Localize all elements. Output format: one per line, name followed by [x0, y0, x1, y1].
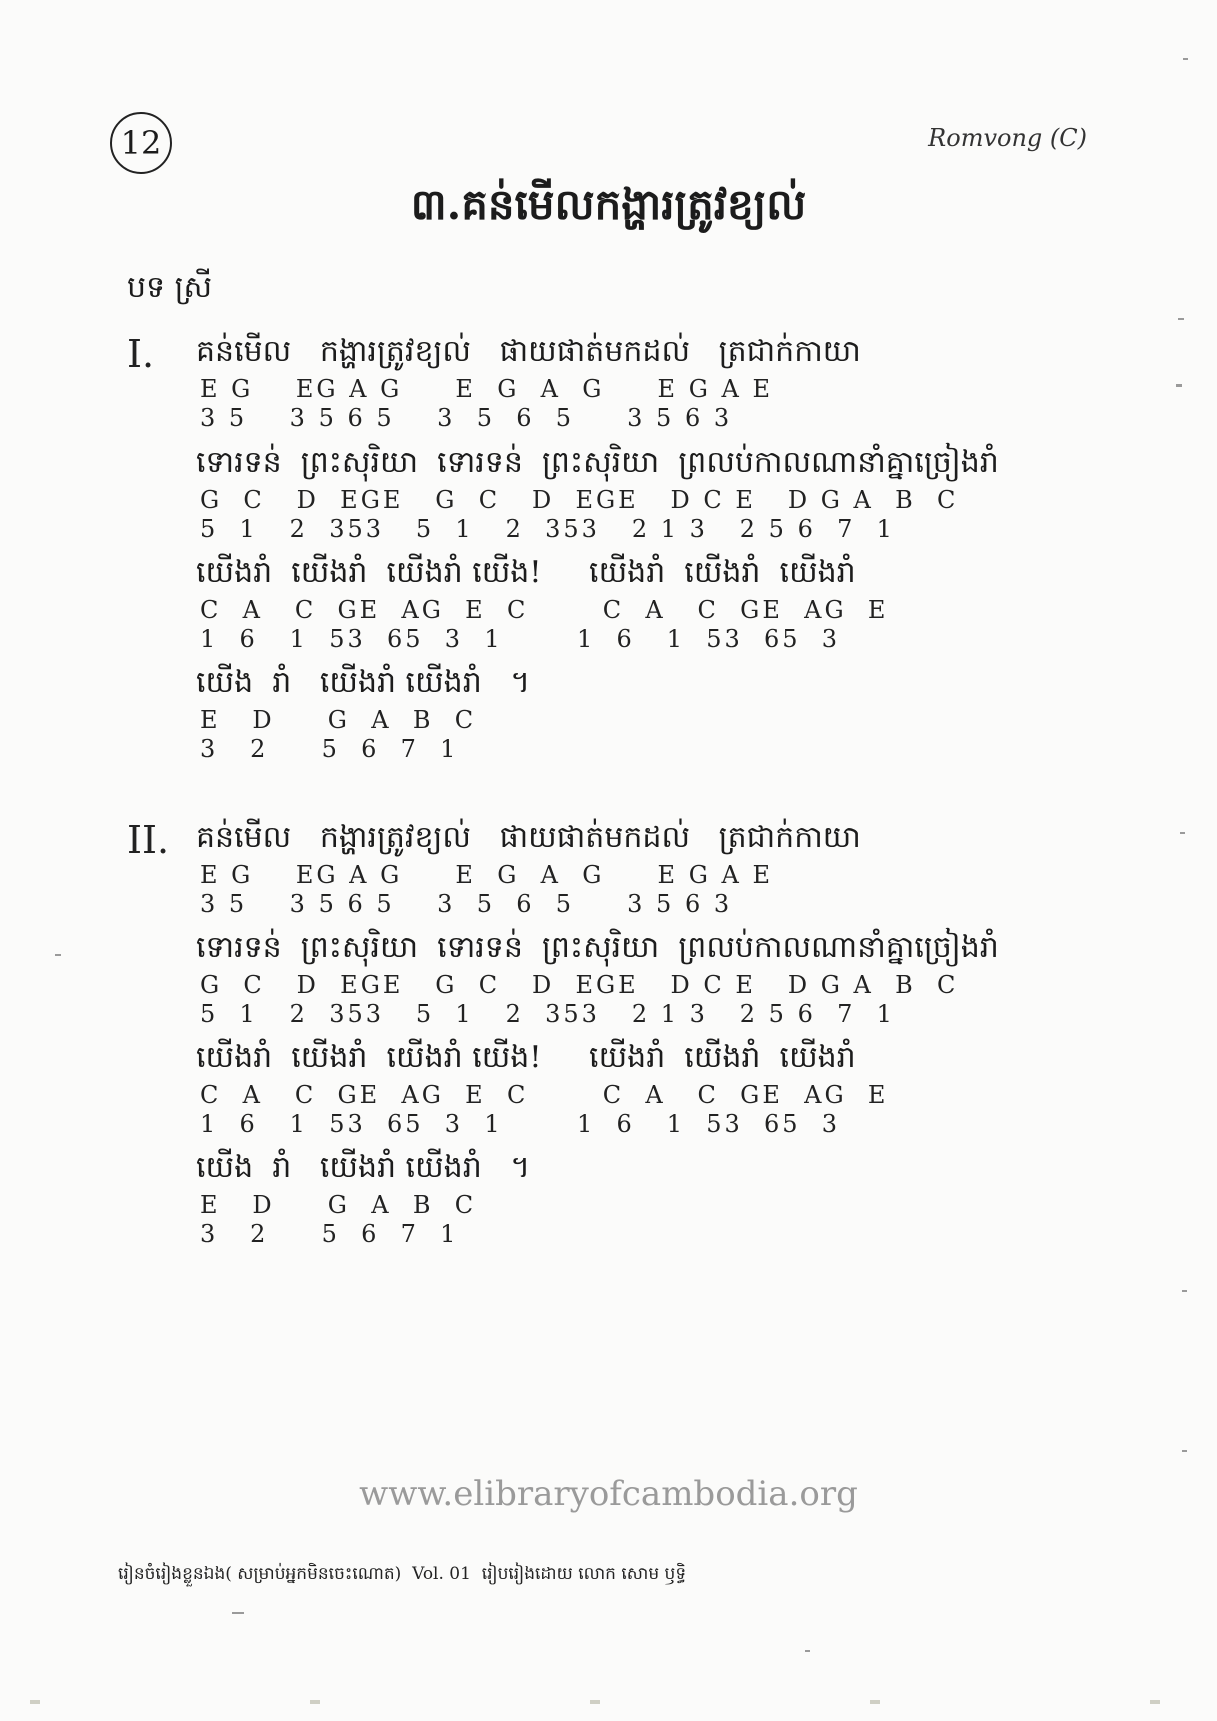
- note-letters: E G EG A G E G A G E G A E: [200, 375, 773, 403]
- scan-speck: [232, 1612, 244, 1614]
- note-numbers: 3 2 5 6 7 1: [200, 735, 459, 763]
- footer-text: រៀនចំរៀងខ្លួនឯង( សម្រាប់អ្នកមិនចេះណោត) Vol. 01 រៀបរៀងដោយ លោក សោម ឫទ្ធិ: [118, 1564, 687, 1584]
- lyric-line: ទោរទន់ ព្រះសុរិយា ទោរទន់ ព្រះសុរិយា ព្រលប់កាលណានាំគ្នាច្រៀងរាំ: [196, 930, 999, 965]
- note-letters: G C D EGE G C D EGE D C E D G A B C: [200, 971, 959, 999]
- note-numbers: 5 1 2 353 5 1 2 353 2 1 3 2 5 6 7 1: [200, 515, 895, 543]
- scan-speck: [1178, 318, 1184, 320]
- note-letters: E D G A B C: [200, 1191, 477, 1219]
- lyric-line: យើង រាំ យើងរាំ យើងរាំ ។: [196, 665, 531, 700]
- lyric-line: យើង រាំ យើងរាំ យើងរាំ ។: [196, 1150, 531, 1185]
- lyric-line: យើងរាំ យើងរាំ យើងរាំ យើង! យើងរាំ យើងរាំ យើងរាំ: [196, 555, 856, 590]
- note-letters: G C D EGE G C D EGE D C E D G A B C: [200, 486, 959, 514]
- note-letters: C A C GE AG E C C A C GE AG E: [200, 1081, 889, 1109]
- scan-speck: [1150, 1700, 1160, 1704]
- page-number: 12: [110, 112, 172, 174]
- note-numbers: 3 5 3 5 6 5 3 5 6 5 3 5 6 3: [200, 404, 733, 432]
- scan-speck: [30, 1700, 40, 1704]
- lyric-line: គន់មើល កង្ហារត្រូវខ្យល់ ផាយផាត់មកដល់ ត្រជាក់កាយា: [196, 820, 861, 855]
- note-letters: E G EG A G E G A G E G A E: [200, 861, 773, 889]
- scan-speck: [310, 1700, 320, 1704]
- scan-speck: [55, 954, 61, 956]
- role-label: បទ ស្រី: [127, 270, 213, 305]
- note-numbers: 3 5 3 5 6 5 3 5 6 5 3 5 6 3: [200, 890, 733, 918]
- lyric-line: គន់មើល កង្ហារត្រូវខ្យល់ ផាយផាត់មកដល់ ត្រជាក់កាយា: [196, 334, 861, 369]
- watermark: www.elibraryofcambodia.org: [359, 1474, 858, 1514]
- scan-speck: [1183, 58, 1188, 60]
- note-numbers: 3 2 5 6 7 1: [200, 1220, 459, 1248]
- scan-speck: [870, 1700, 880, 1704]
- page-subtitle: Romvong (C): [928, 124, 1087, 152]
- verse-numeral: I.: [127, 332, 155, 376]
- lyric-line: ទោរទន់ ព្រះសុរិយា ទោរទន់ ព្រះសុរិយា ព្រលប់កាលណានាំគ្នាច្រៀងរាំ: [196, 445, 999, 480]
- scan-speck: [1180, 832, 1185, 834]
- note-numbers: 5 1 2 353 5 1 2 353 2 1 3 2 5 6 7 1: [200, 1000, 895, 1028]
- scan-speck: [1176, 384, 1182, 387]
- scan-speck: [590, 1700, 600, 1704]
- lyric-line: យើងរាំ យើងរាំ យើងរាំ យើង! យើងរាំ យើងរាំ យើងរាំ: [196, 1040, 856, 1075]
- note-numbers: 1 6 1 53 65 3 1 1 6 1 53 65 3: [200, 625, 841, 653]
- note-numbers: 1 6 1 53 65 3 1 1 6 1 53 65 3: [200, 1110, 841, 1138]
- song-title: ៣.គន់មើលកង្ហារត្រូវខ្យល់: [410, 180, 807, 229]
- scan-speck: [1182, 1450, 1187, 1452]
- verse-numeral: II.: [127, 818, 170, 862]
- scan-speck: [1182, 1290, 1187, 1292]
- note-letters: C A C GE AG E C C A C GE AG E: [200, 596, 889, 624]
- note-letters: E D G A B C: [200, 706, 477, 734]
- scan-speck: [805, 1650, 810, 1652]
